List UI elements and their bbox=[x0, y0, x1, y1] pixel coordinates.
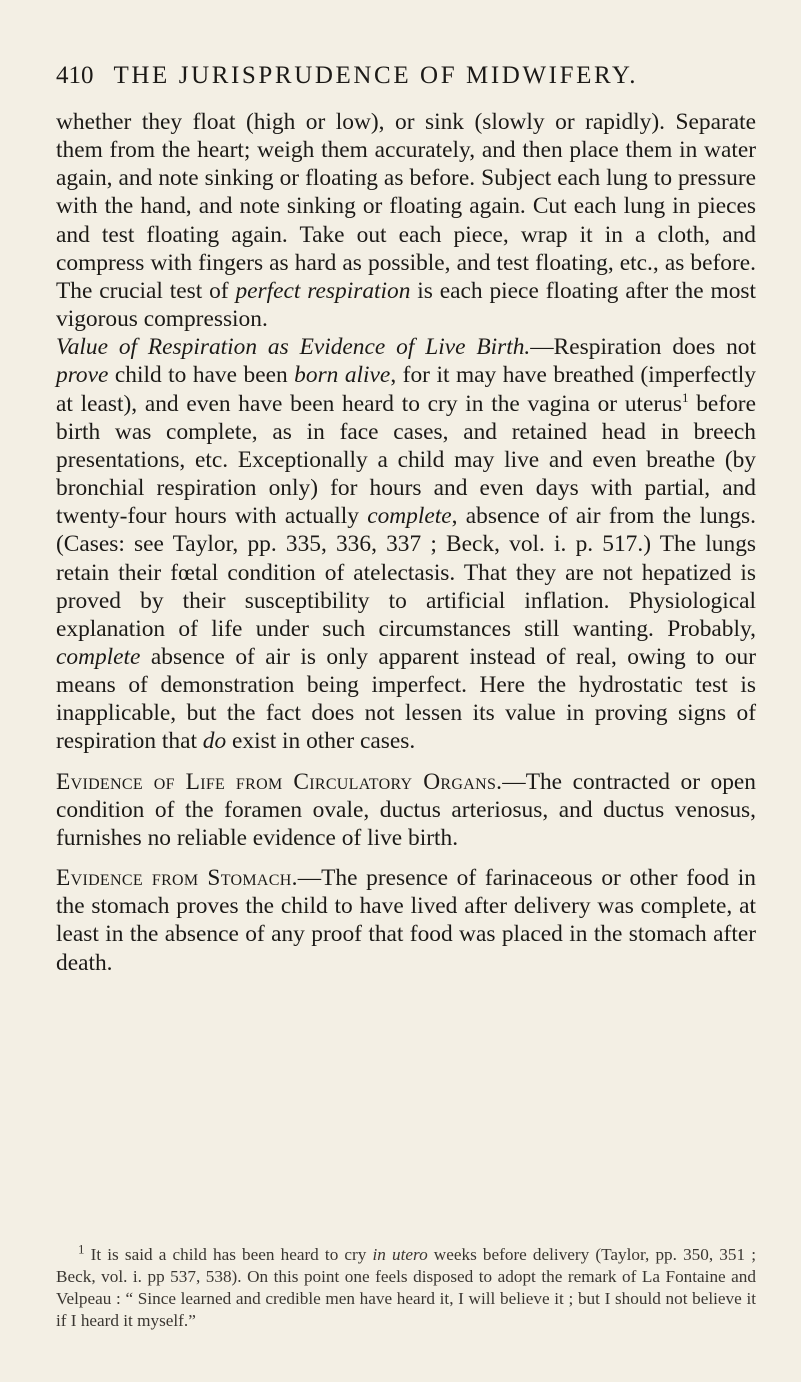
text-run: —The contracted or open condition of the foramen ovale, ductus arteriosus, and ductus venosus, furnishes no reliable evidence of live birth. bbox=[56, 768, 756, 851]
footnote bbox=[56, 1241, 756, 1332]
paragraph-circulatory-organs bbox=[56, 768, 756, 852]
italic-run: do bbox=[202, 728, 227, 755]
section-heading: Evidence of Life from Circulatory Organs. bbox=[56, 768, 503, 795]
text-run: before birth was complete, as in face cases, and retained head in breech presentations, etc. Exceptionally a child may live and even breathe (by bronchial respiration only) for hours and even days with partial, and twenty-four hours with actually bbox=[56, 390, 756, 530]
footnote-text bbox=[56, 1241, 756, 1332]
text-run: child to have been bbox=[108, 362, 295, 389]
italic-run: perfect respiration bbox=[235, 277, 411, 304]
italic-run: born alive bbox=[294, 362, 391, 389]
text-run: is each piece floating after the most vigorous compression. bbox=[56, 277, 756, 333]
footnote-reference: 1 bbox=[682, 389, 689, 405]
italic-run: complete bbox=[56, 643, 141, 670]
running-header bbox=[56, 62, 756, 90]
text-run: whether they float (high or low), or sink (slowly or rapidly). Separate them from the heart; weigh them accurately, and then place them in water again, and note sinking or floating as before. Subject each lung to pressure with the hand, and note sinking or floating again. Cut each lung in pieces and test floating again. Take out each piece, wrap it in a cloth, and compress with fingers as hard as possible, and test floating, etc., as before. The crucial test of bbox=[56, 109, 756, 304]
section-heading: Evidence from Stomach. bbox=[56, 865, 298, 892]
italic-run: prove bbox=[56, 362, 109, 389]
text-run: absence of air is only apparent instead of real, owing to our means of demonstration being imperfect. Here the hydrostatic test is inapplicable, but the fact does not lessen its value in proving signs of respiration that bbox=[56, 643, 756, 755]
paragraph-value-of-respiration bbox=[56, 333, 756, 755]
text-run: , for it may have breathed (imperfectly at least), and even have been heard to cry in the vagina or uterus bbox=[56, 362, 756, 417]
text-run: —Respiration does not bbox=[530, 334, 756, 361]
footnote-marker: 1 bbox=[78, 1241, 85, 1257]
text-run: —The presence of farinaceous or other food in the stomach proves the child to have lived after delivery was complete, at least in the absence of any proof that food was placed in the stomach after death. bbox=[56, 865, 756, 976]
running-title: THE JURISPRUDENCE OF MIDWIFERY. bbox=[113, 62, 639, 89]
paragraph-lung-tests bbox=[56, 108, 756, 333]
italic-run: complete bbox=[367, 503, 452, 530]
paragraph-stomach bbox=[56, 864, 756, 977]
paragraph-title: Value of Respiration as Evidence of Live Birth. bbox=[56, 334, 531, 361]
page-number: 410 bbox=[56, 62, 94, 89]
text-run: exist in other cases. bbox=[226, 728, 416, 755]
italic-run: in utero bbox=[372, 1245, 428, 1264]
body-text bbox=[56, 108, 756, 977]
text-run: It is said a child has been heard to cry bbox=[84, 1245, 373, 1264]
text-run: weeks before delivery (Taylor, pp. 350, 351 ; Beck, vol. i. pp 537, 538). On this point one feels disposed to adopt the remark of La Fontaine and Velpeau : “ Since learned and credible men have heard it, I will believe it ; but I should not believe it if I heard it myself.” bbox=[56, 1245, 756, 1330]
text-run: , absence of air from the lungs. (Cases: see Taylor, pp. 335, 336, 337 ; Beck, vol. i. p. 517.) The lungs retain their fœtal condition of atelectasis. That they are not hepatized is proved by their susceptibility to artificial inflation. Physiological explanation of life under such circumstances still wanting. Probably, bbox=[56, 503, 757, 642]
